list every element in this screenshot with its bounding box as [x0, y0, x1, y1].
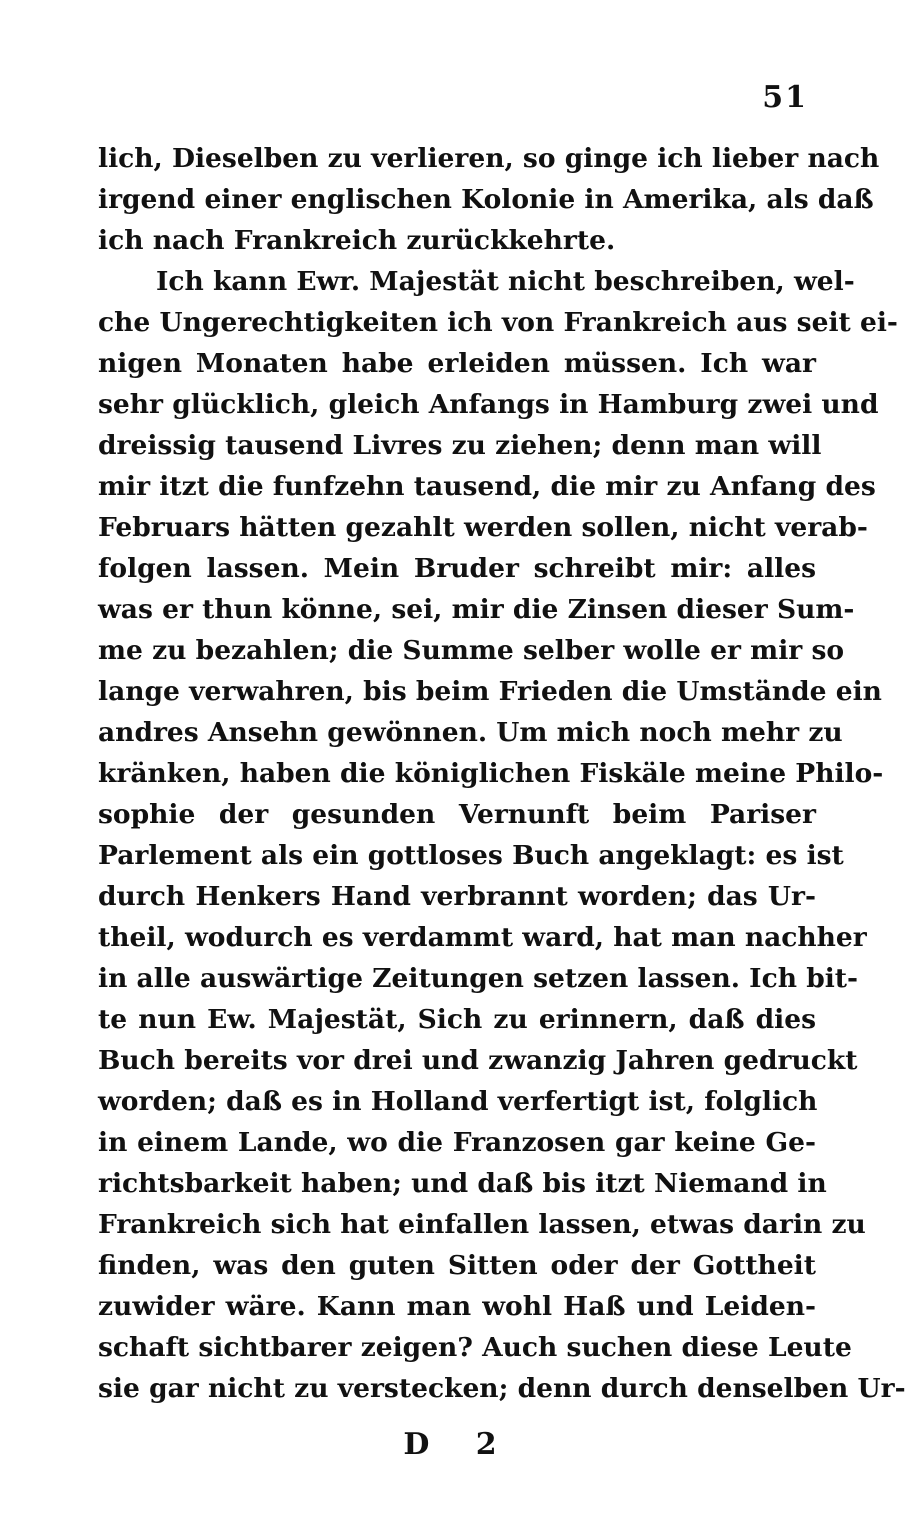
text-line: folgen lassen. Mein Bruder schreibt mir: alles — [98, 553, 816, 584]
text-line: was er thun könne, sei, mir die Zinsen dieser Sum- — [98, 594, 855, 625]
text-line: worden; daß es in Holland verfertigt ist, folglich — [98, 1086, 818, 1117]
text-line: finden, was den guten Sitten oder der Gottheit — [98, 1250, 816, 1281]
text-line: zuwider wäre. Kann man wohl Haß und Leiden- — [98, 1291, 816, 1322]
text-line: andres Ansehn gewönnen. Um mich noch mehr zu — [98, 717, 843, 748]
text-line: nigen Monaten habe erleiden müssen. Ich war — [98, 348, 816, 379]
text-line: schaft sichtbarer zeigen? Auch suchen diese Leute — [98, 1332, 852, 1363]
text-line: irgend einer englischen Kolonie in Amerika, als daß — [98, 184, 874, 215]
text-line: mir itzt die funfzehn tausend, die mir zu Anfang des — [98, 471, 876, 502]
text-line: ich nach Frankreich zurückkehrte. — [98, 225, 616, 256]
paragraph-start-line: Ich kann Ewr. Majestät nicht beschreiben, wel- — [156, 266, 855, 297]
text-line: richtsbarkeit haben; und daß bis itzt Niemand in — [98, 1168, 827, 1199]
text-line: theil, wodurch es verdammt ward, hat man nachher — [98, 922, 867, 953]
text-line: Buch bereits vor drei und zwanzig Jahren gedruckt — [98, 1045, 858, 1076]
text-line: lange verwahren, bis beim Frieden die Umstände ein — [98, 676, 882, 707]
text-line: me zu bezahlen; die Summe selber wolle er mir so — [98, 635, 845, 666]
text-line: kränken, haben die königlichen Fiskäle meine Philo- — [98, 758, 884, 789]
text-line: sehr glücklich, gleich Anfangs in Hamburg zwei und — [98, 389, 879, 420]
text-line: Frankreich sich hat einfallen lassen, etwas darin zu — [98, 1209, 866, 1240]
page-number: 51 — [762, 80, 808, 115]
text-line: in einem Lande, wo die Franzosen gar keine Ge- — [98, 1127, 816, 1158]
text-line: Parlement als ein gottloses Buch angeklagt: es ist — [98, 840, 844, 871]
text-line: te nun Ew. Majestät, Sich zu erinnern, daß dies — [98, 1004, 816, 1035]
text-line: durch Henkers Hand verbrannt worden; das Ur- — [98, 881, 816, 912]
text-line: sophie der gesunden Vernunft beim Pariser — [98, 799, 816, 830]
text-line: che Ungerechtigkeiten ich von Frankreich aus seit ei- — [98, 307, 898, 338]
text-line: sie gar nicht zu verstecken; denn durch denselben Ur- — [98, 1373, 906, 1404]
text-line: in alle auswärtige Zeitungen setzen lassen. Ich bit- — [98, 963, 859, 994]
text-line: lich, Dieselben zu verlieren, so ginge ich lieber nach — [98, 143, 880, 174]
text-line: dreissig tausend Livres zu ziehen; denn man will — [98, 430, 822, 461]
body-text — [98, 138, 906, 1409]
signature-mark: D 2 — [403, 1427, 515, 1462]
text-line: Februars hätten gezahlt werden sollen, nicht verab- — [98, 512, 868, 543]
